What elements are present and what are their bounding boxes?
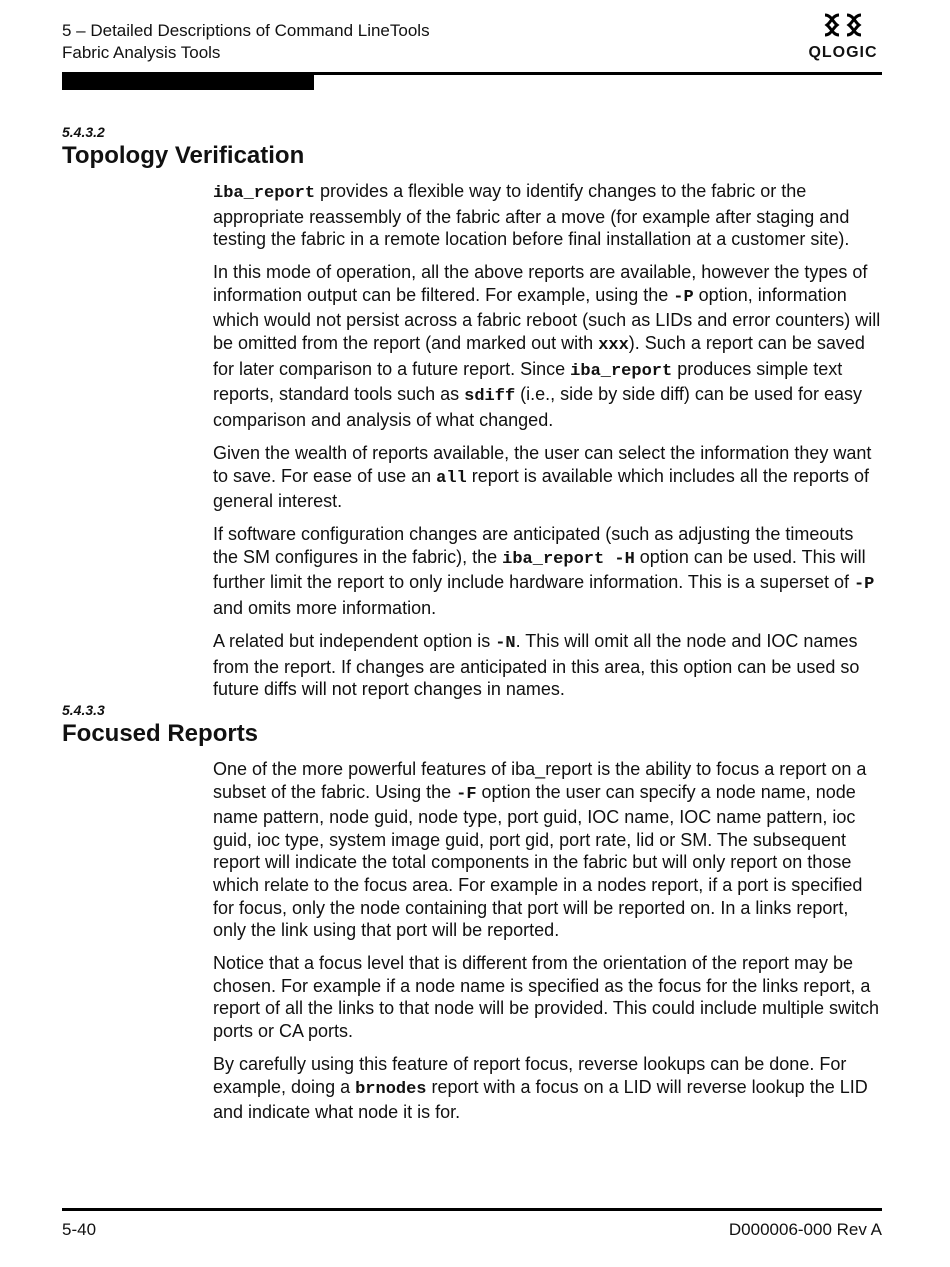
- paragraph-text: report is available which includes all the reports of general interest.: [213, 465, 869, 512]
- page-number: 5-40: [62, 1220, 97, 1239]
- logo-glyph-icon: [821, 12, 865, 38]
- paragraph-text: and omits more information.: [213, 598, 437, 618]
- paragraph-text: option the user can specify a node name, node name pattern, node guid, node type, port guid, IOC name, IOC name pattern, ioc guid, ioc type, system image guid, port gid, port rate, lid or SM. The subsequent report will indicate the total components in the fabric but will only report on those which relate to the focus area. For example in a nodes report, if a port is specified for focus, only the node containing that port will be reported on. In a links report, only the link using that port will be reported.: [213, 781, 863, 941]
- paragraph: [213, 758, 883, 942]
- code-term: -N: [495, 634, 516, 654]
- paragraph-text: . This will omit all the node and IOC names from the report. If changes are anticipated in this area, this option can be used so future diffs will not report changes in names.: [213, 631, 860, 700]
- code-term: -P: [853, 575, 875, 595]
- paragraph-text: option can be used. This will further limit the report to only include hardware information. This is a superset of: [213, 546, 866, 593]
- code-term: iba_report: [213, 184, 316, 203]
- paragraph-text: report with a focus on a LID will reverse lookup the LID and indicate what node it is for.: [213, 1076, 868, 1123]
- paragraph: [213, 952, 883, 1042]
- paragraph-text: A related but independent option is: [213, 631, 496, 652]
- code-term: iba_report: [570, 361, 673, 381]
- code-term: iba_report -H: [502, 549, 635, 569]
- paragraph-text: In this mode of operation, all the above reports are available, however the types of information output can be filtered. For example, using the: [213, 262, 868, 305]
- header-bar: [62, 75, 314, 90]
- paragraph-text: Given the wealth of reports available, the user can select the information they want to save. For ease of use an: [213, 442, 872, 486]
- paragraph-text: ). Such a report can be saved for later comparison to a future report. Since: [213, 333, 865, 379]
- paragraph: [213, 180, 883, 251]
- logo-mark-icon: [808, 12, 878, 44]
- section-heading: Topology Verification: [62, 142, 305, 169]
- paragraph-text: produces simple text reports, standard tools such as: [213, 358, 843, 405]
- paragraph-text: provides a flexible way to identify changes to the fabric or the appropriate reassembly of the fabric after a move (for example after staging and testing the fabric in a remote location before final installation at a customer site).: [213, 181, 850, 250]
- paragraph-text: If software configuration changes are anticipated (such as adjusting the timeouts the SM configures in the fabric), the: [213, 524, 854, 567]
- logo-text: QLOGIC: [808, 44, 878, 61]
- code-term: -F: [456, 784, 477, 804]
- paragraph: [213, 523, 883, 619]
- section-subtitle: Fabric Analysis Tools: [62, 43, 221, 62]
- paragraph: [213, 261, 883, 431]
- paragraph-text: option, information which would not persist across a fabric reboot (such as LIDs and error counters) will be omitted from the report (and marked out with: [213, 284, 881, 354]
- section-number: 5.4.3.2: [62, 124, 105, 140]
- section-heading: Focused Reports: [62, 720, 259, 747]
- paragraph-text: Notice that a focus level that is different from the orientation of the report may be chosen. For example if a node name is specified as the focus for the links report, a report of all the links to that node will be provided. This could include multiple switch ports or CA ports.: [213, 953, 880, 1042]
- section-number: 5.4.3.3: [62, 702, 105, 718]
- footer-rule: [62, 1208, 882, 1211]
- paragraph: [213, 442, 883, 513]
- code-term: xxx: [598, 336, 629, 356]
- paragraph: [213, 1053, 883, 1124]
- document-id: D000006-000 Rev A: [728, 1220, 882, 1239]
- section-body: [213, 758, 883, 1134]
- qlogic-logo: [808, 12, 878, 62]
- paragraph-text: One of the more powerful features of iba_report is the ability to focus a report on a subset of the fabric. Using the: [213, 759, 867, 802]
- chapter-title: 5 – Detailed Descriptions of Command LineTools: [62, 21, 430, 40]
- code-term: all: [436, 468, 467, 488]
- paragraph-text: (i.e., side by side diff) can be used for easy comparison and analysis of what changed.: [213, 384, 863, 430]
- code-term: brnodes: [355, 1079, 427, 1099]
- code-term: sdiff: [464, 387, 516, 407]
- paragraph-text: By carefully using this feature of report focus, reverse lookups can be done. For example, doing a: [213, 1054, 847, 1097]
- section-body: [213, 180, 883, 711]
- code-term: -P: [673, 287, 694, 307]
- page-header: [62, 20, 882, 64]
- paragraph: [213, 630, 883, 701]
